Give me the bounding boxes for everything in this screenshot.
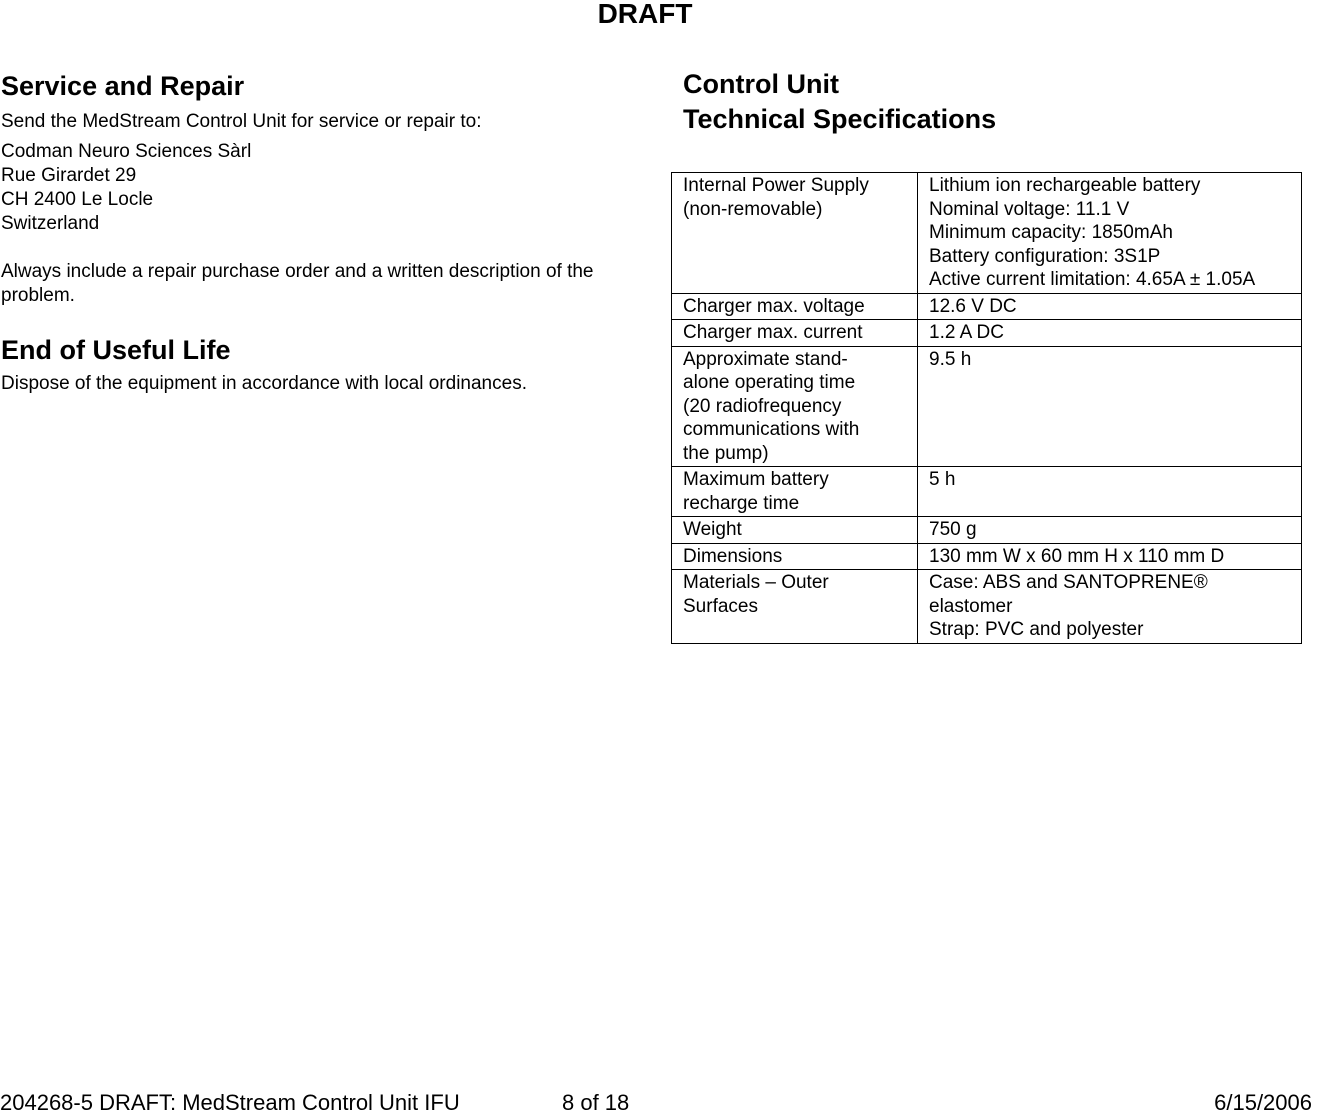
end-of-life-heading: End of Useful Life [1,335,231,365]
table-row [672,570,1302,644]
spec-label: Maximum battery recharge time [672,467,918,517]
spec-title-line1: Control Unit [683,69,839,99]
service-address [1,140,621,236]
address-line: Codman Neuro Sciences Sàrl [1,141,252,162]
spec-value: 130 mm W x 60 mm H x 110 mm D [918,543,1302,570]
table-row [672,320,1302,347]
spec-label: Dimensions [672,543,918,570]
spec-label: Charger max. current [672,320,918,347]
table-row [672,467,1302,517]
spec-label: Weight [672,517,918,544]
footer-doc-title: 204268-5 DRAFT: MedStream Control Unit IFU [0,1090,460,1115]
spec-value: 9.5 h [918,346,1302,467]
footer-page-number: 8 of 18 [562,1090,630,1115]
left-column [1,68,621,396]
service-intro: Send the MedStream Control Unit for service or repair to: [1,111,482,132]
spec-title-line2: Technical Specifications [683,104,997,134]
address-line: CH 2400 Le Locle [1,189,154,210]
table-row [672,346,1302,467]
footer-date: 6/15/2006 [1214,1090,1312,1115]
spec-label: Approximate stand- alone operating time (20 radiofrequency communications with the pump) [672,346,918,467]
address-line: Rue Girardet 29 [1,165,137,186]
spec-label: Materials – Outer Surfaces [672,570,918,644]
right-column [683,67,1303,137]
service-repair-heading: Service and Repair [1,71,245,101]
table-row [672,517,1302,544]
end-of-life-text: Dispose of the equipment in accordance with local ordinances. [1,373,527,394]
spec-value: Lithium ion rechargeable battery Nominal voltage: 11.1 V Minimum capacity: 1850mAh Battery configuration: 3S1P Active current limitation: 4.65A ± 1.05A [918,173,1302,294]
spec-value: 12.6 V DC [918,293,1302,320]
spec-value: 5 h [918,467,1302,517]
spec-value: Case: ABS and SANTOPRENE® elastomer Strap: PVC and polyester [918,570,1302,644]
repair-note: Always include a repair purchase order and a written description of the problem. [1,261,594,306]
spec-label: Charger max. voltage [672,293,918,320]
table-row [672,173,1302,294]
address-line: Switzerland [1,213,100,234]
spec-label: Internal Power Supply (non-removable) [672,173,918,294]
spec-value: 750 g [918,517,1302,544]
spec-value: 1.2 A DC [918,320,1302,347]
draft-header: DRAFT [597,0,693,29]
table-row [672,293,1302,320]
table-row [672,543,1302,570]
spec-table [671,172,1302,644]
